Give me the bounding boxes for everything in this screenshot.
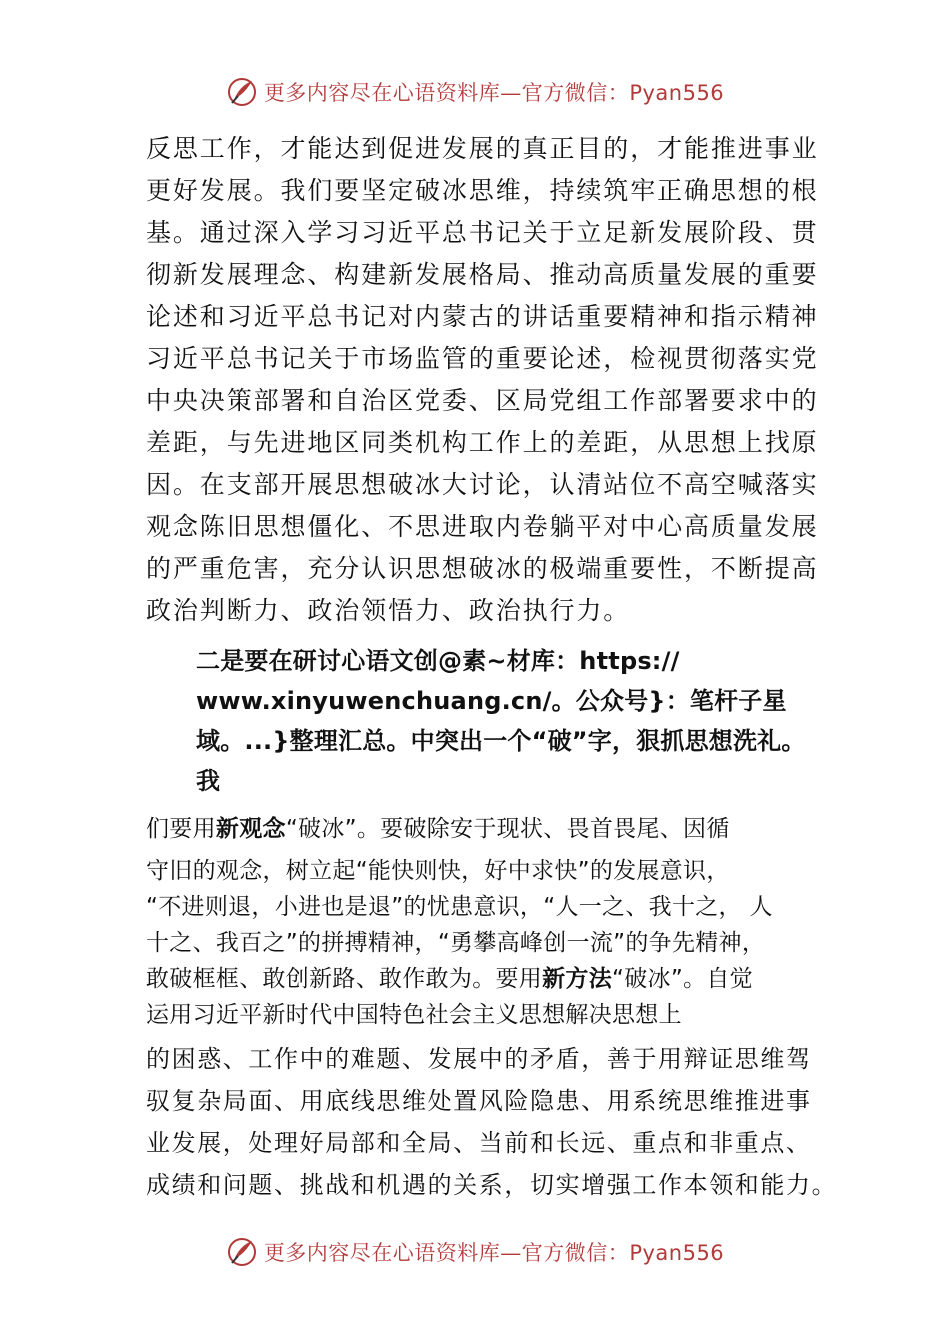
emphasis-new-method: 新方法 bbox=[542, 966, 613, 992]
text-line: 基。通过深入学习习近平总书记关于立足新发展阶段、贯 bbox=[146, 218, 819, 247]
text-line: 成绩和问题、挑战和机遇的关系，切实增强工作本领和能力。 bbox=[146, 1171, 838, 1199]
watermark-text: 更多内容尽在心语资料库—官方微信：Pyan556 bbox=[263, 81, 725, 105]
watermark-text: 更多内容尽在心语资料库—官方微信：Pyan556 bbox=[263, 1241, 725, 1265]
text-line: 运用习近平新时代中国特色社会主义思想解决思想上 bbox=[146, 1002, 682, 1028]
footer-watermark bbox=[0, 1232, 950, 1272]
text-line: 敢破框框、敢创新路、敢作敢为。要用新方法“破冰”。自觉 bbox=[146, 966, 753, 992]
text-line: “不进则退，小进也是退”的忧患意识，“人一之、我十之， 人 bbox=[146, 894, 773, 920]
text-line: 观念陈旧思想僵化、不思进取内卷躺平对中心高质量发展 bbox=[146, 512, 819, 541]
heading-line: www.xinyuwenchuang.cn/。公众号}：笔杆子星 bbox=[196, 687, 787, 715]
text-line: 因。在支部开展思想破冰大讨论，认清站位不高空喊落实 bbox=[146, 470, 819, 499]
text-line: 习近平总书记关于市场监管的重要论述，检视贯彻落实党 bbox=[146, 344, 819, 373]
text-line: 的困惑、工作中的难题、发展中的矛盾，善于用辩证思维驾 bbox=[146, 1045, 812, 1073]
text-line: 彻新发展理念、构建新发展格局、推动高质量发展的重要 bbox=[146, 260, 819, 289]
text-line: 论述和习近平总书记对内蒙古的讲话重要精神和指示精神 bbox=[146, 302, 819, 331]
emphasis-new-concept: 新观念 bbox=[215, 816, 286, 842]
heading-line: 我 bbox=[196, 767, 221, 795]
header-watermark bbox=[0, 72, 950, 112]
text-line: 的严重危害，充分认识思想破冰的极端重要性，不断提高 bbox=[146, 554, 819, 583]
text-line: 驭复杂局面、用底线思维处置风险隐患、用系统思维推进事 bbox=[146, 1087, 812, 1115]
text-line: 业发展，处理好局部和全局、当前和长远、重点和非重点、 bbox=[146, 1129, 812, 1157]
heading-line: 域。...}整理汇总。中突出一个“破”字，狠抓思想洗礼。 bbox=[196, 727, 806, 755]
text-line: 差距，与先进地区同类机构工作上的差距，从思想上找原 bbox=[146, 428, 819, 457]
text-line: 更好发展。我们要坚定破冰思维，持续筑牢正确思想的根 bbox=[146, 176, 819, 205]
quill-logo-icon bbox=[226, 76, 258, 108]
text-line: 政治判断力、政治领悟力、政治执行力。 bbox=[146, 596, 631, 625]
text-line: 反思工作，才能达到促进发展的真正目的，才能推进事业 bbox=[146, 134, 819, 163]
text-line: 守旧的观念，树立起“能快则快，好中求快”的发展意识， bbox=[146, 858, 730, 884]
text-line: 十之、我百之”的拼搏精神，“勇攀高峰创一流”的争先精神， bbox=[146, 930, 766, 956]
quill-logo-icon bbox=[226, 1236, 258, 1268]
text-line: 们要用新观念“破冰”。要破除安于现状、畏首畏尾、因循 bbox=[146, 816, 730, 842]
text-line: 中央决策部署和自治区党委、区局党组工作部署要求中的 bbox=[146, 386, 819, 415]
heading-line: 二是要在研讨心语文创@素~材库：https:// bbox=[196, 647, 680, 675]
